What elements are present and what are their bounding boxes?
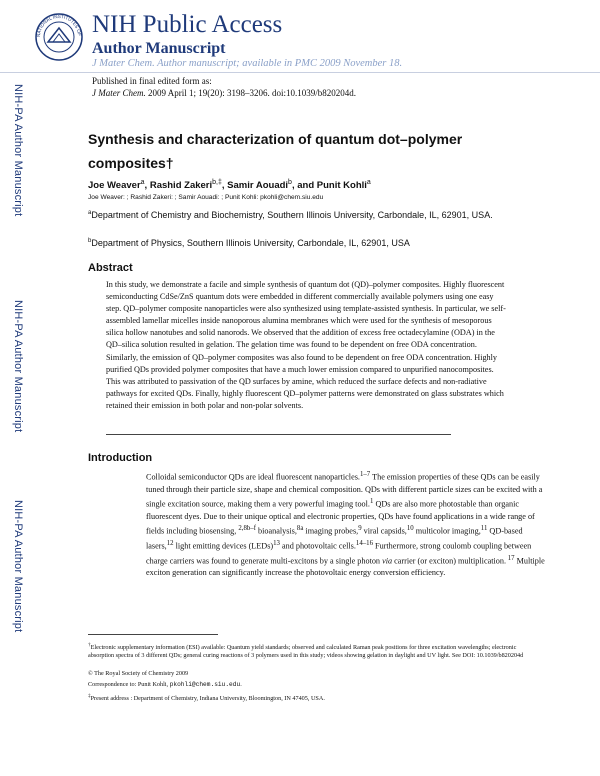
sidebar-label: NIH-PA Author Manuscript [12,500,24,633]
introduction-paragraph [146,469,546,579]
footnote-copyright: © The Royal Society of Chemistry 2009 [88,670,189,677]
intro-text: imaging probes, [303,526,359,536]
intro-text: bioanalysis, [255,526,297,536]
svg-text:NATIONAL INSTITUTES OF HEALTH [34,12,82,37]
reference-mark[interactable]: 17 [506,554,515,562]
header-title: NIH Public Access [92,11,283,38]
footnote-divider [88,634,218,635]
abstract-divider [106,434,451,435]
published-label: Published in final edited form as: [92,76,212,86]
intro-text: Colloidal semiconductor QDs are ideal fluorescent nanoparticles. [146,472,360,482]
intro-emphasis: via [382,556,393,566]
author-affil-mark: a [140,179,145,186]
intro-text: carrier (or exciton) multiplication. [392,556,506,566]
reference-mark[interactable]: 1–7 [359,471,371,478]
intro-text: QDs are also more photostable than organic fluorescent dyes. Due to their unique optical and electronic properties, QDs have found applications in a wide range of fields including biosensing, [146,499,535,536]
header-divider [0,72,600,73]
author-name: Rashid Zakeri [149,180,213,192]
footnote-esi [88,641,528,661]
availability-line: J Mater Chem. Author manuscript; available in PMC 2009 November 18. [92,58,403,69]
intro-text: QD-based lasers, [146,526,523,551]
footnote-correspondence [88,681,528,689]
seal-text: NATIONAL INSTITUTES OF [35,13,83,38]
intro-text: Furthermore, strong coulomb coupling between charge carriers was found to generate multi-excitons by a single photon [146,541,532,566]
reference-mark[interactable]: 1 [369,497,374,505]
citation-line [92,88,356,98]
footnote-text: . [240,681,242,688]
reference-mark[interactable]: 12 [166,539,174,547]
citation-details: 2009 April 1; 19(20): 3198–3206. doi:10.1039/b820204d. [145,88,356,98]
author-name: Punit Kohli [316,180,367,192]
footnote-text: Electronic supplementary information (ESI) available: Quantum yield standards; observed and calculated Raman peak positions for three excitation wavelengths; electronic absorption spectra of 3 different QDs; general curing reactions of 3 polymers used in this study; videos showing gelation in daylight and UV light. See DOI: 10.1039/b820204d [88,644,524,660]
sidebar-label: NIH-PA Author Manuscript [12,84,24,217]
reference-mark[interactable]: 11 [480,524,488,532]
reference-mark[interactable]: 9 [358,524,362,532]
intro-text: multicolor imaging, [413,526,481,536]
affiliation-text: Department of Physics, Southern Illinois University, Carbondale, IL, 62901, USA [91,238,410,248]
footnote-mark: † [88,642,91,648]
author-affil-mark: b [288,179,292,186]
intro-text: Multiple exciton generation can significantly increase the photovoltaic energy conversion efficiency. [146,556,545,578]
author-separator: , and [291,180,317,192]
reference-mark[interactable]: 13 [273,539,280,547]
intro-text: light emitting devices (LEDs) [173,541,274,551]
left-sidebar [0,0,40,776]
author-affil-mark: a [366,179,371,186]
intro-text: The emission properties of these QDs can be easily tuned through their particle size, shape and chemical composition. QDs with different particle sizes can be excited with a single excitation source, making them a very powerful imaging tool. [146,472,543,509]
author-name: Samir Aouadi [227,180,289,192]
footnote-present-address [88,692,528,703]
abstract-heading: Abstract [88,262,133,274]
journal-name: J Mater Chem. [92,88,146,98]
sidebar-label: NIH-PA Author Manuscript [12,300,24,433]
affiliation-text: Department of Chemistry and Biochemistry, Southern Illinois University, Carbondale, IL, 62901, USA. [91,210,493,220]
affiliation-b [88,235,508,249]
affiliation-a [88,207,508,221]
intro-text: and photovoltaic cells. [279,541,356,551]
footnote-text: Correspondence to: Punit Kohli, [88,681,170,688]
affiliation-mark: a [88,210,92,216]
author-separator: , [144,180,150,192]
author-name: Joe Weaver [88,180,141,192]
abstract-text: In this study, we demonstrate a facile and simple synthesis of quantum dot (QD)–polymer composites. Highly fluorescent semiconducting CdSe/ZnS quantum dots were embedded in different commercially available polymers using one easy step. QD–polymer composite nanoparticles were also synthesized using template-assisted synthesis. In particular, we self-assembled lamellar micelles inside nanoporous alumina membranes which were used for the synthesis of mesoporous silica hollow nanotubes and solid nanorods. We observed that the addition of excess free octadecylamine (ODA) in the QD–silica solution resulted in gelation. The gelation time was found to be dependent on free ODA concentration. Similarly, the emission of QD–polymer composites was also found to be dependent on free ODA concentration. Highly purified QDs provided polymer composites that have a much lower emission compared to unpurified nanocomposites. This was attributed to passivation of the QD surfaces by amine, which reduced the surface defects and non-radiative pathways for excited QDs. Finally, highly fluorescent QD–polymer patterns were demonstrated on glass substrates which retained their emission in both polar and non-polar solvents. [106,280,506,410]
footnote-mark: ‡ [88,693,91,699]
affiliation-mark: b [88,238,92,244]
author-separator: , [221,180,228,192]
author-emails: Joe Weaver: ; Rashid Zakeri: ; Samir Aouadi: ; Punit Kohli: pkohli@chem.siu.edu [88,194,324,201]
introduction-heading: Introduction [88,452,153,464]
reference-mark[interactable]: 10 [406,524,414,532]
reference-mark[interactable]: 8a [296,524,304,532]
reference-mark[interactable]: 2,8b–f [238,524,256,532]
author-affil-mark: b,‡ [212,179,222,186]
author-list [88,179,371,191]
article-title: Synthesis and characterization of quantum dot–polymer composites† [88,131,463,171]
reference-mark[interactable]: 14–16 [355,539,373,547]
header-subtitle: Author Manuscript [92,40,226,57]
intro-text: viral capsids, [361,526,407,536]
nih-seal-logo [34,12,84,62]
footnote-text: Present address : Department of Chemistry, Indiana University, Bloomington, IN 47405, USA. [90,695,325,703]
correspondence-email-link[interactable]: pkohli@chem.siu.edu [169,681,241,688]
